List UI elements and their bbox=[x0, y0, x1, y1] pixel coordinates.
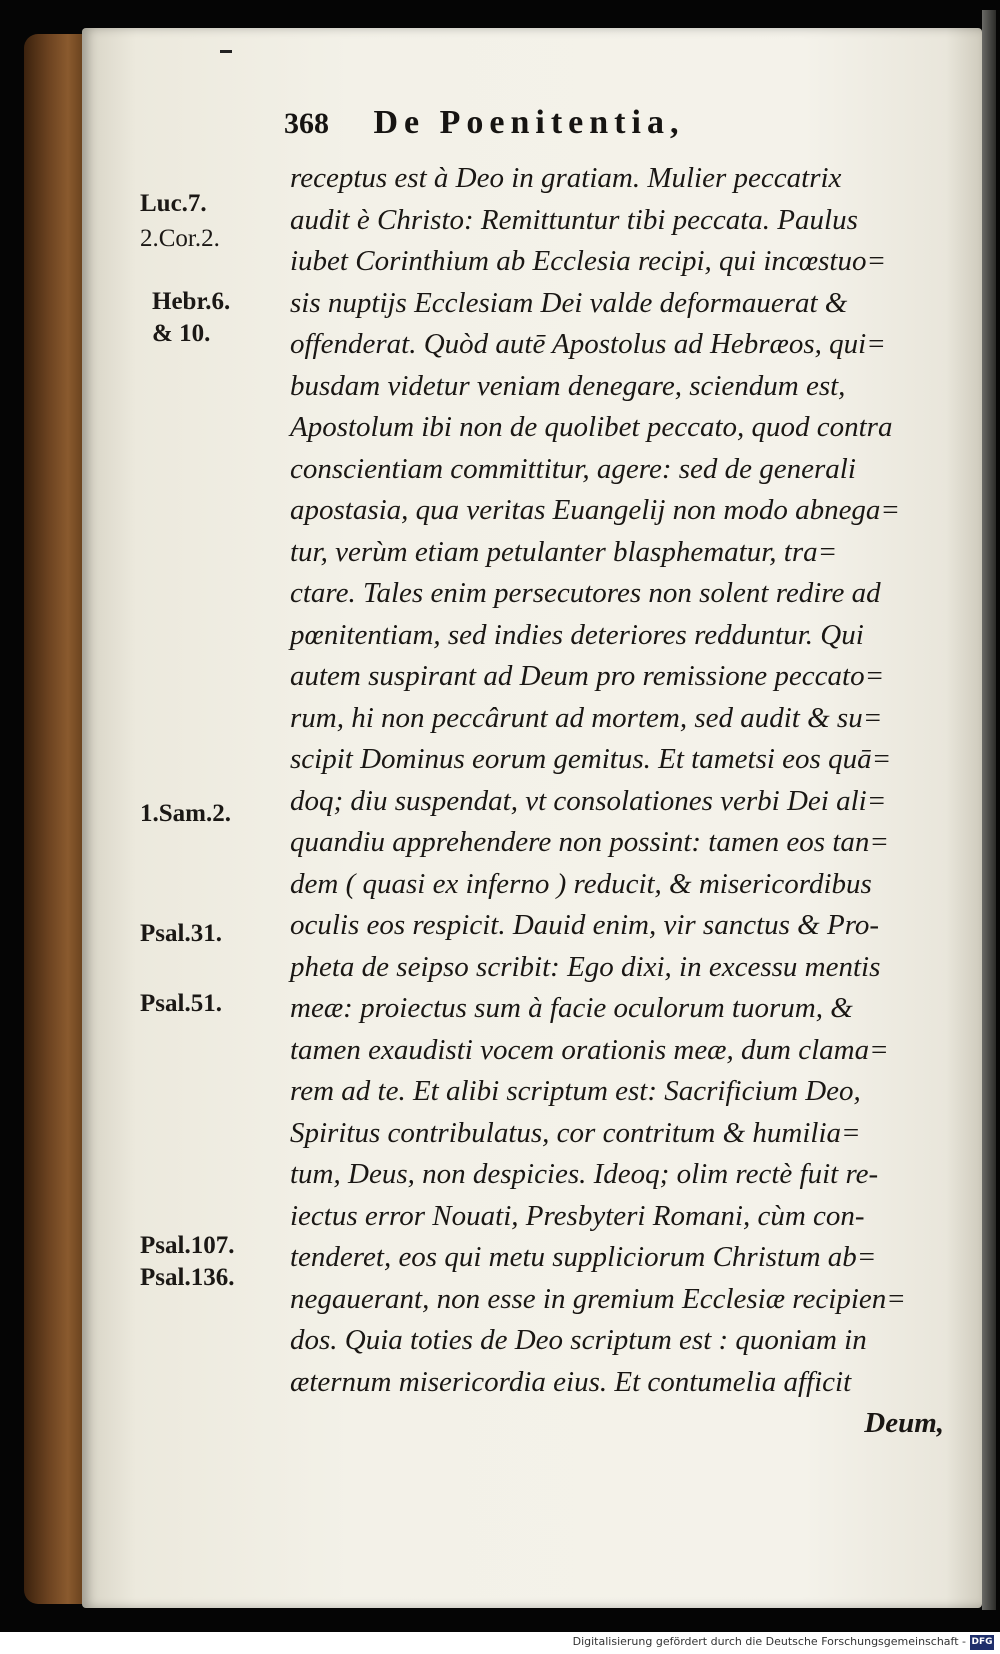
margin-note: Psal.51. bbox=[140, 990, 222, 1017]
page-mark bbox=[220, 50, 232, 53]
text-line: negauerant, non esse in gremium Ecclesiæ recipien= bbox=[290, 1282, 906, 1315]
running-header bbox=[284, 104, 684, 148]
catchword: Deum, bbox=[864, 1407, 944, 1439]
text-line: audit è Christo: Remittuntur tibi peccata. Paulus bbox=[290, 203, 858, 236]
body-text bbox=[290, 158, 950, 1445]
text-line: busdam videtur veniam denegare, sciendum est, bbox=[290, 369, 846, 402]
text-line: ctare. Tales enim persecutores non solent redire ad bbox=[290, 577, 881, 609]
text-line: quandiu apprehendere non possint: tamen eos tan= bbox=[290, 826, 889, 858]
text-line: dos. Quia toties de Deo scriptum est : quoniam in bbox=[290, 1324, 867, 1356]
text-line: pheta de seipso scribit: Ego dixi, in excessu mentis bbox=[290, 950, 881, 983]
text-line: tamen exaudisti vocem orationis meæ, dum clama= bbox=[290, 1033, 889, 1066]
margin-note: & 10. bbox=[152, 320, 211, 347]
page-number: 368 bbox=[284, 107, 329, 140]
text-line: oculis eos respicit. Dauid enim, vir sanctus & Pro- bbox=[290, 909, 880, 941]
margin-note: Psal.107. bbox=[140, 1232, 235, 1259]
text-line: rum, hi non peccârunt ad mortem, sed audit & su= bbox=[290, 701, 883, 734]
text-line: rem ad te. Et alibi scriptum est: Sacrificium Deo, bbox=[290, 1075, 861, 1107]
text-line: autem suspirant ad Deum pro remissione peccato= bbox=[290, 660, 885, 692]
text-line: iectus error Nouati, Presbyteri Romani, cùm con- bbox=[290, 1199, 865, 1232]
text-line: conscientiam committitur, agere: sed de generali bbox=[290, 452, 856, 485]
margin-note: 2.Cor.2. bbox=[140, 225, 220, 252]
book-fore-edge bbox=[982, 10, 996, 1610]
text-line: dem ( quasi ex inferno ) reducit, & misericordibus bbox=[290, 867, 872, 900]
text-line: sis nuptijs Ecclesiam Dei valde deformauerat & bbox=[290, 286, 848, 319]
text-line: offenderat. Quòd autē Apostolus ad Hebræos, qui= bbox=[290, 328, 886, 360]
text-line: pœnitentiam, sed indies deteriores redduntur. Qui bbox=[290, 618, 864, 651]
margin-note: Psal.31. bbox=[140, 920, 222, 947]
text-line: Spiritus contribulatus, cor contritum & humilia= bbox=[290, 1116, 861, 1149]
text-line: tenderet, eos qui metu suppliciorum Christum ab= bbox=[290, 1241, 877, 1273]
dfg-logo-icon: DFG bbox=[970, 1635, 994, 1650]
funding-credit: Digitalisierung gefördert durch die Deutsche Forschungsgemeinschaft - bbox=[572, 1635, 966, 1648]
margin-note: 1.Sam.2. bbox=[140, 800, 231, 827]
margin-note: Psal.136. bbox=[140, 1264, 235, 1291]
text-line: æternum misericordia eius. Et contumelia afficit bbox=[290, 1365, 852, 1398]
text-line: doq; diu suspendat, vt consolationes verbi Dei ali= bbox=[290, 784, 887, 817]
text-line: tur, verùm etiam petulanter blasphematur, tra= bbox=[290, 535, 838, 568]
text-line: scipit Dominus eorum gemitus. Et tametsi eos quā= bbox=[290, 743, 892, 775]
text-line: receptus est à Deo in gratiam. Mulier peccatrix bbox=[290, 162, 842, 194]
text-line: Apostolum ibi non de quolibet peccato, quod contra bbox=[290, 411, 893, 443]
margin-note: Luc.7. bbox=[140, 190, 207, 217]
text-line: tum, Deus, non despicies. Ideoq; olim rectè fuit re- bbox=[290, 1158, 879, 1190]
margin-note: Hebr.6. bbox=[152, 288, 231, 315]
text-line: apostasia, qua veritas Euangelij non modo abnega= bbox=[290, 494, 901, 526]
footer-bar bbox=[0, 1632, 1000, 1654]
text-line: iubet Corinthium ab Ecclesia recipi, qui incœstuo= bbox=[290, 245, 887, 277]
text-line: meæ: proiectus sum à facie oculorum tuorum, & bbox=[290, 992, 853, 1024]
running-title: De Poenitentia, bbox=[373, 104, 685, 141]
